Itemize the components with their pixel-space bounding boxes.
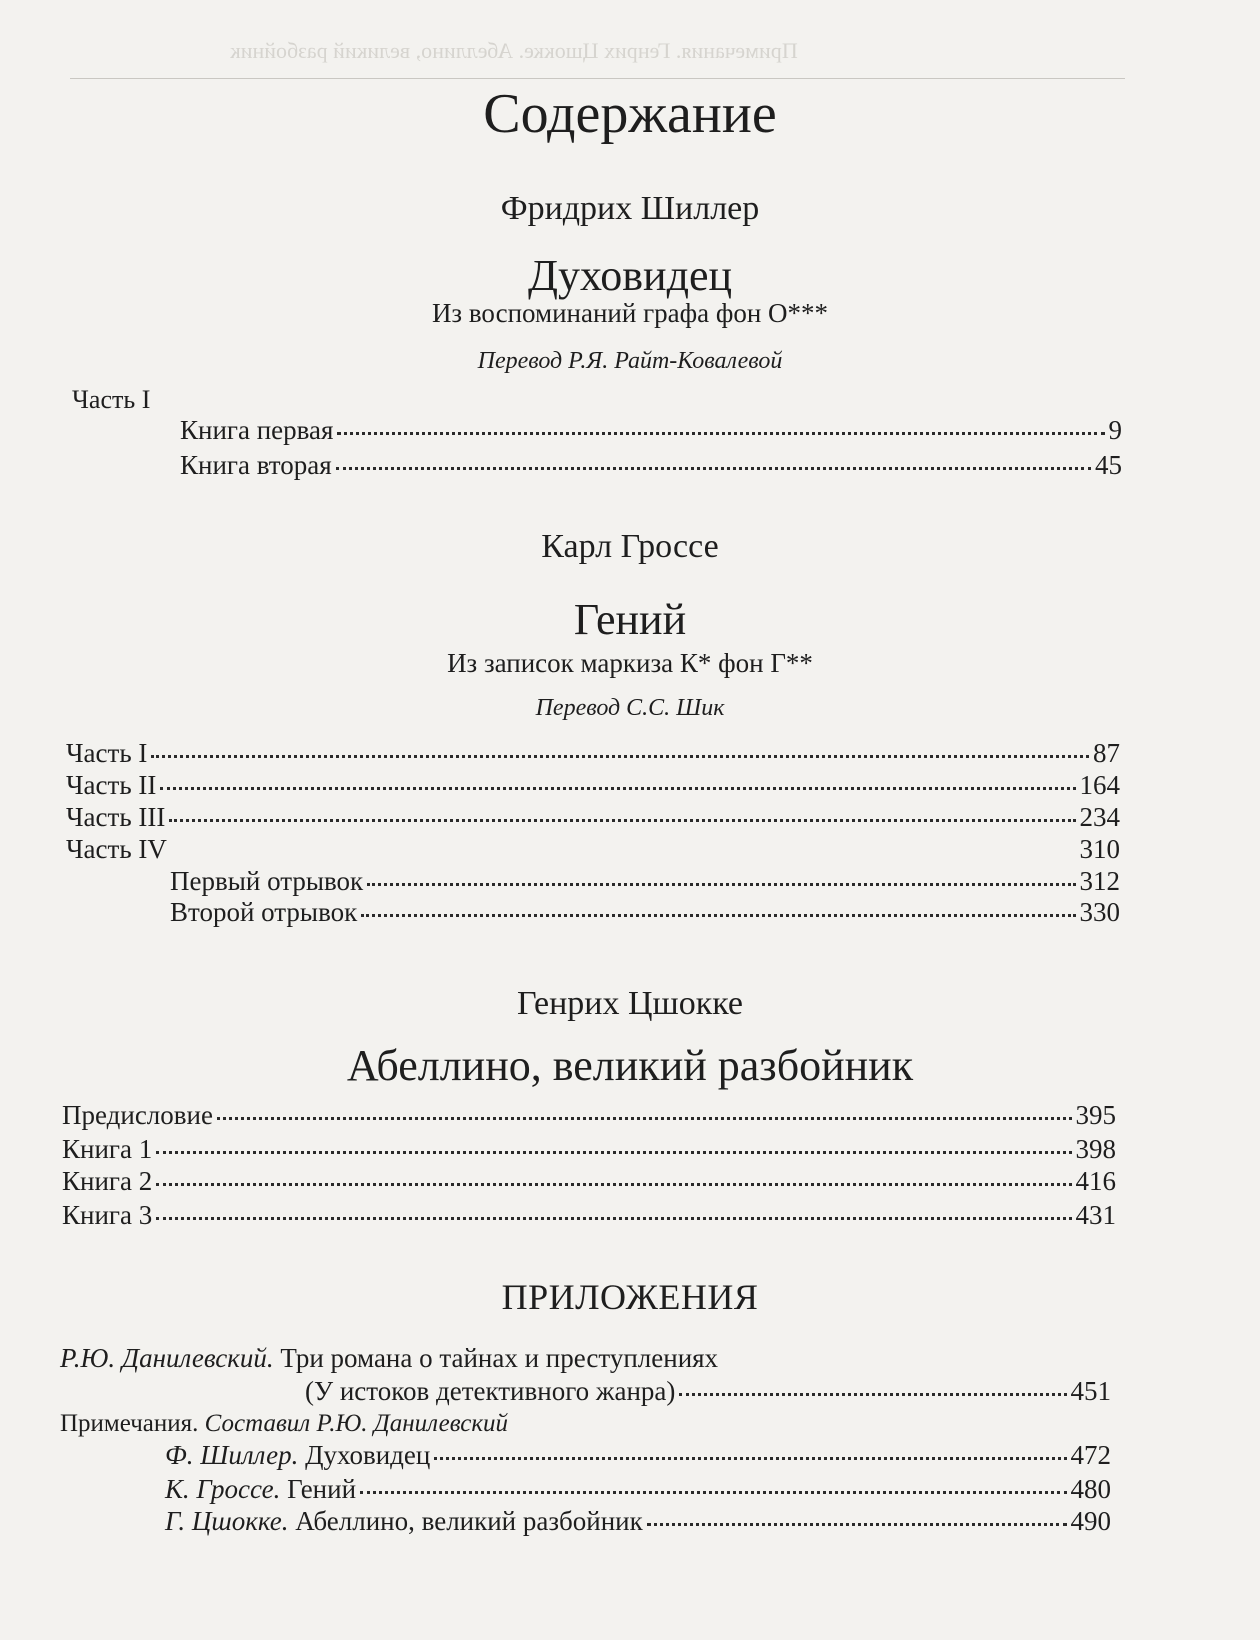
note-work: Абеллино, великий разбойник: [295, 1506, 643, 1536]
essay-title-line2: (У истоков детективного жанра): [305, 1376, 676, 1406]
toc-entry[interactable]: [180, 415, 1122, 446]
toc-entry[interactable]: [62, 1134, 1116, 1165]
toc-entry[interactable]: [66, 738, 1120, 769]
toc-entry-page: 431: [1075, 1200, 1116, 1230]
toc-entry-page: 312: [1079, 866, 1120, 896]
toc-entry-page: 472: [1070, 1440, 1111, 1470]
toc-leader: [434, 1457, 1066, 1460]
toc-entry[interactable]: [66, 802, 1120, 833]
section2-subtitle: Из записок маркиза К* фон Г**: [447, 648, 813, 678]
toc-entry-label: Часть I: [66, 738, 148, 768]
toc-entry[interactable]: [62, 1200, 1116, 1231]
toc-entry-page: 451: [1070, 1376, 1111, 1406]
toc-entry-label: Часть II: [66, 770, 157, 800]
toc-leader: [156, 1183, 1071, 1186]
toc-entry-page: 398: [1075, 1134, 1116, 1164]
toc-entry-label: Часть IV: [66, 834, 167, 864]
section1-author: Фридрих Шиллер: [500, 190, 760, 227]
toc-leader: [217, 1117, 1072, 1120]
toc-entry-label: Книга 1: [62, 1134, 153, 1164]
toc-leader: [360, 1491, 1066, 1494]
toc-entry-label: [165, 1474, 356, 1505]
toc-leader: [336, 467, 1091, 470]
toc-entry-label: Книга 2: [62, 1166, 153, 1196]
toc-entry-label: Второй отрывок: [170, 897, 358, 927]
toc-entry[interactable]: [165, 1440, 1111, 1471]
page-title: Содержание: [483, 83, 777, 145]
section1-title: Духовидец: [527, 251, 733, 300]
toc-leader: [151, 755, 1089, 758]
section1-subtitle: Из воспоминаний графа фон О***: [431, 298, 829, 328]
header-rule: [70, 78, 1125, 79]
toc-leader: [647, 1523, 1067, 1526]
note-work: Гений: [287, 1474, 357, 1504]
notes-compiler: Составил Р.Ю. Данилевский: [204, 1410, 509, 1437]
note-work: Духовидец: [305, 1440, 431, 1470]
toc-entry[interactable]: [66, 834, 1120, 865]
essay-author: Р.Ю. Данилевский.: [60, 1343, 274, 1373]
toc-entry-label: Книга первая: [180, 415, 334, 445]
toc-entry-page: 490: [1070, 1506, 1111, 1536]
toc-entry-label: Первый отрывок: [170, 866, 364, 896]
toc-entry[interactable]: [62, 1100, 1116, 1131]
notes-line: [60, 1410, 508, 1438]
toc-entry-label: Книга 3: [62, 1200, 153, 1230]
toc-entry-page: 330: [1079, 897, 1120, 927]
toc-entry-page: 87: [1093, 738, 1120, 768]
toc-entry-page: 45: [1095, 450, 1122, 480]
toc-entry-label: Часть III: [66, 802, 166, 832]
toc-entry-page: 395: [1075, 1100, 1116, 1130]
note-author: Г. Цшокке.: [165, 1506, 289, 1536]
toc-leader: [361, 914, 1075, 917]
section3-author: Генрих Цшокке: [516, 985, 744, 1022]
section2-author: Карл Гроссе: [541, 528, 719, 565]
toc-entry-label: Предисловие: [62, 1100, 213, 1130]
toc-entry-label: [165, 1440, 430, 1471]
section2-translator: Перевод С.С. Шик: [535, 695, 725, 721]
toc-entry-page: 310: [1079, 834, 1120, 864]
section1-part-label: Часть I: [72, 385, 151, 414]
section3-title: Абеллино, великий разбойник: [346, 1041, 914, 1090]
section2-title: Гений: [573, 595, 687, 644]
toc-entry[interactable]: [170, 897, 1120, 928]
toc-entry[interactable]: [165, 1474, 1111, 1505]
toc-entry[interactable]: [305, 1376, 1111, 1407]
toc-entry-page: 480: [1070, 1474, 1111, 1504]
toc-entry[interactable]: [165, 1506, 1111, 1537]
section1-translator: Перевод Р.Я. Райт-Ковалевой: [477, 348, 783, 374]
toc-entry-label: Книга вторая: [180, 450, 332, 480]
toc-leader: [160, 787, 1075, 790]
toc-entry[interactable]: [62, 1166, 1116, 1197]
toc-entry-page: 416: [1075, 1166, 1116, 1196]
appendix-heading: ПРИЛОЖЕНИЯ: [501, 1277, 759, 1317]
toc-entry[interactable]: [66, 770, 1120, 801]
toc-leader: [337, 432, 1104, 435]
toc-leader: [156, 1217, 1071, 1220]
toc-entry-label: [165, 1506, 643, 1537]
note-author: Ф. Шиллер.: [165, 1440, 299, 1470]
essay-title-line1: Три романа о тайнах и преступлениях: [280, 1343, 719, 1373]
toc-entry[interactable]: [170, 866, 1120, 897]
toc-entry-page: 9: [1108, 415, 1122, 445]
note-author: К. Гроссе.: [165, 1474, 281, 1504]
toc-leader: [679, 1393, 1066, 1396]
toc-entry[interactable]: [180, 450, 1122, 481]
notes-label: Примечания.: [60, 1410, 199, 1437]
running-head-bleed: Примечания. Генрих Цшокке. Абеллино, великий разбойник: [230, 38, 798, 63]
toc-entry-page: 234: [1079, 802, 1120, 832]
toc-leader: [169, 819, 1075, 822]
toc-leader: [156, 1151, 1071, 1154]
essay-line1[interactable]: [60, 1343, 718, 1374]
toc-entry-page: 164: [1079, 770, 1120, 800]
toc-leader: [367, 883, 1075, 886]
